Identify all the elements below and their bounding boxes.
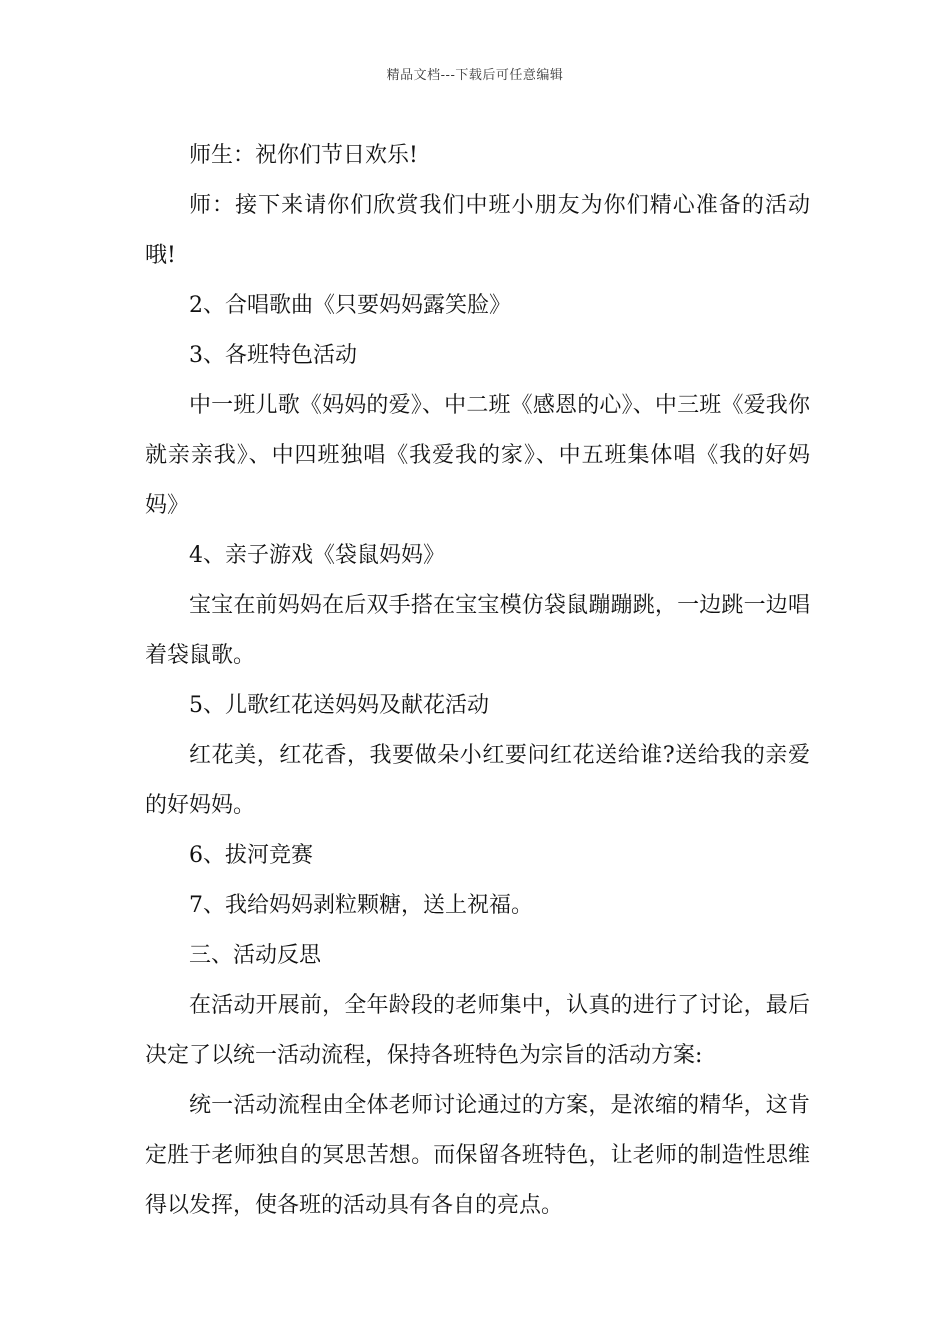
paragraph-greeting: 师生：祝你们节日欢乐! <box>189 143 418 168</box>
item-3-heading: 3、各班特色活动 <box>189 343 357 368</box>
document-body <box>145 131 810 1231</box>
paragraph-red-flower-rhyme: 红花美，红花香，我要做朵小红要问红花送给谁?送给我的亲爱的好妈妈。 <box>145 743 810 818</box>
item-5-heading: 5、儿歌红花送妈妈及献花活动 <box>189 693 489 718</box>
paragraph-kangaroo-game: 宝宝在前妈妈在后双手搭在宝宝模仿袋鼠蹦蹦跳，一边跳一边唱着袋鼠歌。 <box>145 593 810 668</box>
paragraph-reflection-2: 统一活动流程由全体老师讨论通过的方案，是浓缩的精华，这肯定胜于老师独自的冥思苦想。而保留各班特色，让老师的制造性思维得以发挥，使各班的活动具有各自的亮点。 <box>145 1093 810 1218</box>
page-header: 精品文档---下载后可任意编辑 <box>386 68 564 83</box>
item-7-heading: 7、我给妈妈剥粒颗糖，送上祝福。 <box>189 893 533 918</box>
paragraph-class-activities: 中一班儿歌《妈妈的爱》、中二班《感恩的心》、中三班《爱我你就亲亲我》、中四班独唱《我爱我的家》、中五班集体唱《我的好妈妈》 <box>145 393 810 518</box>
item-6-heading: 6、拔河竞赛 <box>189 843 313 868</box>
item-2-heading: 2、合唱歌曲《只要妈妈露笑脸》 <box>189 293 511 318</box>
paragraph-reflection-1: 在活动开展前，全年龄段的老师集中，认真的进行了讨论，最后决定了以统一活动流程，保持各班特色为宗旨的活动方案: <box>145 993 810 1068</box>
item-4-heading: 4、亲子游戏《袋鼠妈妈》 <box>189 543 445 568</box>
section-3-heading: 三、活动反思 <box>189 943 322 968</box>
paragraph-teacher-intro: 师：接下来请你们欣赏我们中班小朋友为你们精心准备的活动哦! <box>145 193 810 268</box>
